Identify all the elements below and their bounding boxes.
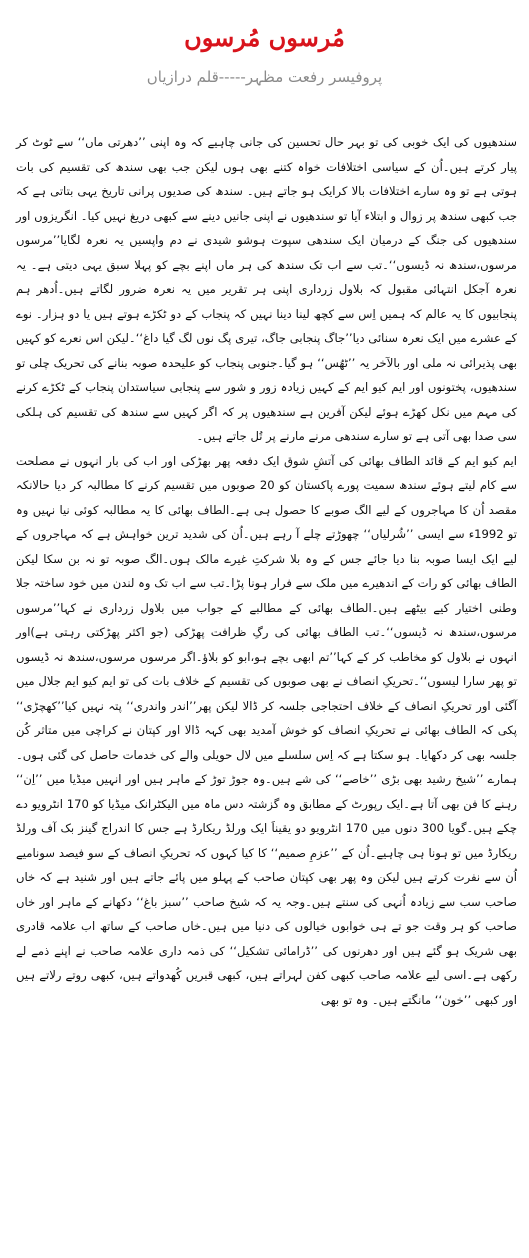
article-title: مُرسوں مُرسوں [184, 23, 345, 52]
byline: پروفیسر رفعت مظہر-----قلم درازیاں [146, 68, 383, 86]
paragraph: سندھیوں کی ایک خوبی کی تو بہر حال تحسین کی جانی چاہیے کہ وہ اپنی ’’دھرتی ماں‘‘ سے ٹوٹ کر پیار کرتے ہیں۔اُن کے سیاسی اختلافات خواہ کتنے بھی ہوں لیکن جب بھی سندھ کی تقسیم کی بات ہوتی ہے تو وہ سارے اختلافات بالا کرایک ہو جاتے ہیں۔ سندھ کی صدیوں پرانی تاریخ یہی بتاتی ہے کہ جب کبھی سندھ پر زوال و ابتلاء آیا تو سندھیوں نے اپنی جانیں دینے سے کبھی دریغ نہیں کیا۔ انگریزوں اور سندھیوں کی جنگ کے درمیان ایک سندھی سپوت ہوشو شیدی نے دم واپسیں یہ نعرہ لگایا’’مرسوں مرسوں،سندھ نہ ڈیسوں‘‘۔تب سے اب تک سندھ کی ہر ماں اپنے بچے کو پہلا سبق یہی دیتی ہے۔ یہ نعرہ آجکل انتہائی مقبول کہ بلاول زرداری اپنی ہر تقریر میں یہ نعرہ ضرور لگاتے ہیں۔اُدھر ہم پنجابیوں کا یہ عالم کہ ہمیں اِس سے کچھ لینا دینا نہیں کہ پنجاب کے دو ٹکڑے ہوتے ہیں یا دو ہزار۔ نوے کے عشرے میں ایک نعرہ سنائی دیا’’جاگ پنجابی جاگ، تیری پگ نوں لگ گیا داغ‘‘۔لیکن اس نعرے کو کہیں بھی پذیرائی نہ ملی اور بالآخر یہ ’’ٹھُس‘‘ ہو گیا۔جنوبی پنجاب کو علیحدہ صوبہ بنانے کی تحریک چلی تو سندھیوں، پختونوں اور ایم کیو ایم کے کہیں زیادہ زور و شور سے پنجابی سیاستدان پنجاب کے ٹکڑے کرنے کی مہم میں نکل کھڑے ہوئے لیکن آفرین ہے سندھیوں پر کہ اگر کہیں سے سندھ کی تقسیم کی ہلکی سی صدا بھی آتی ہے تو سارے سندھی مرنے مارنے پر تُل جاتے ہیں۔ [15, 135, 517, 443]
paragraph: ایم کیو ایم کے قائد الطاف بھائی کی آتشِ شوق ایک دفعہ پھر بھڑکی اور اب کی بار انہوں نے مصلحت سے کام لیتے ہوئے سندھ سمیت پورے پاکستان کو 20 صوبوں میں تقسیم کرنے کا مطالبہ کر دیا حالانکہ مقصد اُن کا مہاجروں کے لیے الگ صوبے کا حصول ہی ہے۔الطاف بھائی کا یہ مطالبہ کوئی نیا نہیں وہ تو 1992ء سے ایسی ’’شُرلیاں‘‘ چھوڑتے چلے آ رہے ہیں۔اُن کی شدید ترین خواہش ہے کہ مہاجروں کے لیے ایک ایسا صوبہ بنا دیا جائے جس کے وہ بلا شرکتِ غیرے مالک ہوں۔الگ صوبہ تو نہ بن سکا لیکن الطاف بھائی کو رات کے اندھیرے میں ملک سے فرار ہونا پڑا۔تب سے اب تک وہ لندن میں خود ساختہ جلا وطنی اختیار کیے بیٹھے ہیں۔الطاف بھائی کے مطالبے کے جواب میں بلاول زرداری نے کہا’’مرسوں مرسوں،سندھ نہ ڈیسوں‘‘۔تب الطاف بھائی کی رگِ ظرافت پھڑکی (جو اکثر پھڑکتی رہتی ہے)اور انہوں نے بلاول کو مخاطب کر کے کہا’’تم ابھی بچے ہو،ابو کو بلاؤ۔اگر مرسوں مرسوں،سندھ نہ ڈیسوں تو پھر سارا لیسوں‘‘۔تحریکِ انصاف نے بھی صوبوں کی تقسیم کے خلاف بات کی تو ایم کیو ایم جلال میں آگئی اور تحریکِ انصاف کے خلاف احتجاجی جلسہ کر ڈالا لیکن پھر’’اندر واندری‘‘ پتہ نہیں کیا’’کھچڑی‘‘ پکی کہ الطاف بھائی نے تحریکِ انصاف کو خوش آمدید بھی کہہ ڈالا اور کپتان نے کراچی میں متاثر کُن جلسہ بھی کر دکھایا۔ ہو سکتا ہے کہ اِس سلسلے میں لال حویلی والے کی خدمات حاصل کی گئی ہوں۔ ہمارے ’’شیخ رشید بھی بڑی ’’خاصے‘‘ کی شے ہیں۔وہ جوڑ توڑ کے ماہر ہیں اور انہیں میڈیا میں ’’اِن‘‘ رہنے کا فن بھی آتا ہے۔ایک رپورٹ کے مطابق وہ گزشتہ دس ماہ میں الیکٹرانک میڈیا کو 170 انٹرویو دے چکے ہیں۔گویا 300 دنوں میں 170 انٹرویو دو یقیناََ ایک ورلڈ ریکارڈ ہے جس کا اندراج گینز بک آف ورلڈ ریکارڈ میں تو ہونا ہی چاہیے۔اُن کے ’’عزمِ صمیم‘‘ کا کیا کہوں کہ تحریکِ انصاف کے سو فیصد سونامیے اُن سے نفرت کرتے ہیں لیکن وہ پھر بھی کپتان صاحب کے پہلو میں پائے جاتے ہیں اور شنید ہے کہ خاں صاحب سب سے زیادہ اُنہی کی سنتے ہیں۔وجہ یہ کہ شیخ صاحب ’’سبز باغ‘‘ دکھانے کے ماہر اور خاں صاحب کو ہر وقت جو تے ہی خوابوں خیالوں کی دنیا میں ہیں۔خاں صاحب کے ساتھ اب علامہ قادری بھی شریک ہو گئے ہیں اور دھرنوں کی ’’ڈرامائی تشکیل‘‘ کی ذمہ داری علامہ صاحب نے اپنے ذمے لے رکھی ہے۔اسی لیے علامہ صاحب کبھی کفن لہراتے ہیں، کبھی قبریں کُھدواتے ہیں، کبھی روتے رلاتے ہیں اور کبھی ’’خون‘‘ مانگتے ہیں۔ وہ تو بھی [16, 453, 518, 1007]
article-body [16, 130, 517, 1012]
